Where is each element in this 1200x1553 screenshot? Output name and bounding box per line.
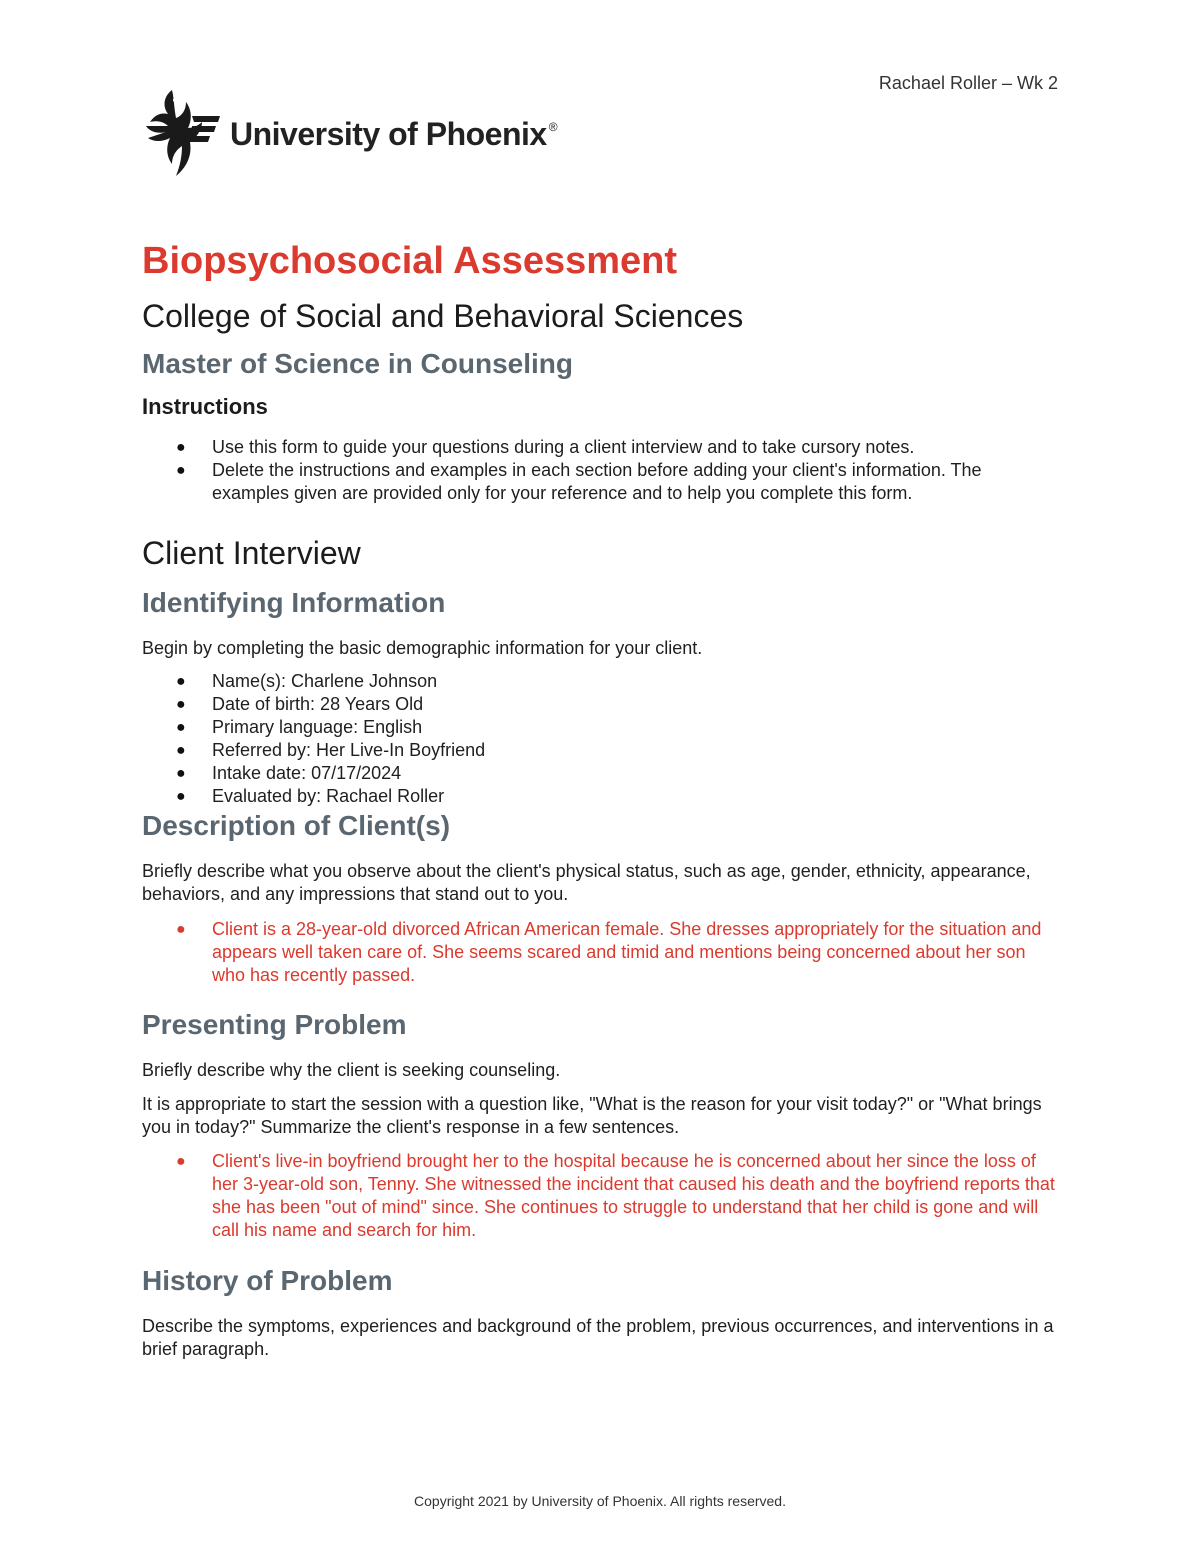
- document-body: [142, 236, 1062, 1361]
- history-heading: History of Problem: [142, 1265, 393, 1296]
- document-title: Biopsychosocial Assessment: [142, 240, 678, 282]
- logo-wordmark: University of Phoenix: [230, 115, 547, 152]
- bullet-icon: ●: [176, 462, 186, 479]
- presenting-intro: Briefly describe why the client is seeking counseling.: [142, 1060, 561, 1080]
- list-item: ● Use this form to guide your questions during a client interview and to take cursory notes.: [176, 437, 915, 457]
- presenting-heading: Presenting Problem: [142, 1009, 407, 1040]
- list-item: ● Delete the instructions and examples in each section before adding your client's information. The examples given are provided only for your reference and to help you complete this form.: [176, 460, 982, 503]
- copyright-footer: Copyright 2021 by University of Phoenix. All rights reserved.: [414, 1493, 786, 1509]
- instructions-heading: Instructions: [142, 394, 268, 419]
- list-item: ● Intake date: 07/17/2024: [176, 763, 402, 783]
- identifying-list: [142, 670, 1062, 808]
- program-heading: Master of Science in Counseling: [142, 348, 573, 379]
- presenting-list: [142, 1150, 1062, 1242]
- bullet-icon: ●: [176, 1153, 186, 1170]
- bullet-icon: ●: [176, 921, 186, 938]
- bullet-icon: ●: [176, 742, 186, 759]
- description-heading: Description of Client(s): [142, 810, 451, 841]
- presenting-intro-2: It is appropriate to start the session with a question like, "What is the reason for your visit today?" or "What brings you in today?" Summarize the client's response in a few sentences.: [142, 1094, 1042, 1137]
- client-interview-heading: Client Interview: [142, 535, 361, 571]
- list-item: ● Referred by: Her Live-In Boyfriend: [176, 740, 486, 760]
- bullet-icon: ●: [176, 696, 186, 713]
- bullet-icon: ●: [176, 788, 186, 805]
- description-intro: Briefly describe what you observe about the client's physical status, such as age, gender, ethnicity, appearance, behaviors, and any impressions that stand out to you.: [142, 861, 1031, 904]
- running-head: Rachael Roller – Wk 2: [878, 73, 1058, 93]
- history-intro: Describe the symptoms, experiences and background of the problem, previous occurrences, and interventions in a brief paragraph.: [142, 1316, 1054, 1359]
- identifying-intro: Begin by completing the basic demographic information for your client.: [142, 638, 703, 658]
- list-item: ● Name(s): Charlene Johnson: [176, 671, 438, 691]
- description-list: [142, 918, 1062, 987]
- list-item: ● Evaluated by: Rachael Roller: [176, 786, 445, 806]
- phoenix-icon: [142, 86, 222, 178]
- list-item: ● Date of birth: 28 Years Old: [176, 694, 424, 714]
- college-heading: College of Social and Behavioral Sciences: [142, 298, 744, 334]
- list-item: ● Primary language: English: [176, 717, 423, 737]
- bullet-icon: ●: [176, 439, 186, 456]
- instructions-list: [142, 436, 1062, 505]
- identifying-heading: Identifying Information: [142, 587, 446, 618]
- list-item: ● Client is a 28-year-old divorced African American female. She dresses appropriately for the situation and appears well taken care of. She seems scared and timid and mentions being concerned about her son who has recently passed.: [176, 919, 1042, 985]
- list-item: ● Client's live-in boyfriend brought her to the hospital because he is concerned about her since the loss of her 3-year-old son, Tenny. She witnessed the incident that caused his death and the boyfriend reports that she has been "out of mind" since. She continues to struggle to understand that her child is gone and will call his name and search for him.: [176, 1151, 1055, 1240]
- university-logo: [142, 86, 557, 178]
- bullet-icon: ●: [176, 765, 186, 782]
- bullet-icon: ●: [176, 719, 186, 736]
- registered-mark: ®: [548, 119, 558, 134]
- bullet-icon: ●: [176, 673, 186, 690]
